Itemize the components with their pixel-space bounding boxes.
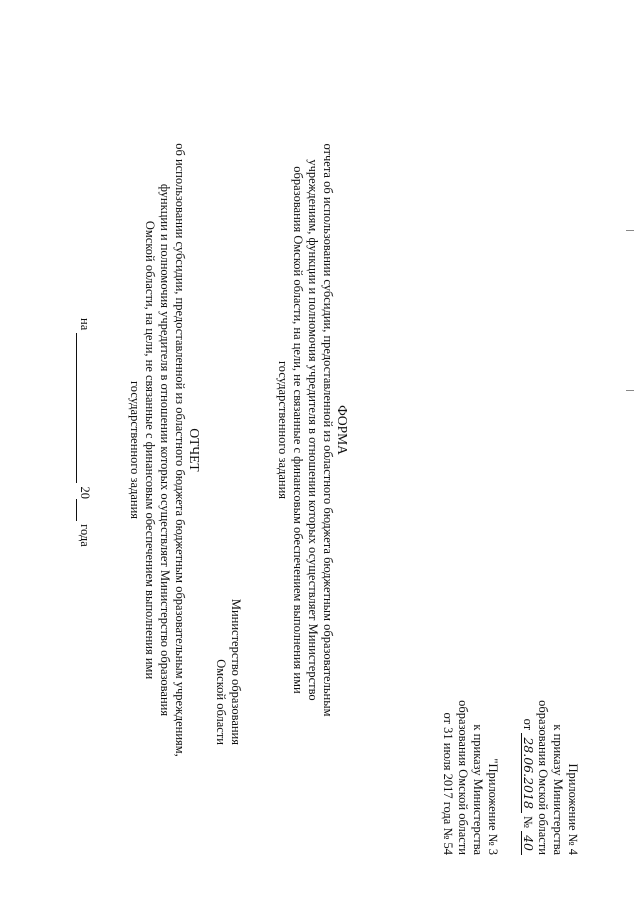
report-date-line (76, 318, 92, 547)
report-line-4: государственного задания (128, 380, 142, 520)
report-date-prefix: на (78, 318, 92, 331)
date-blank (76, 333, 92, 483)
form-header-line-3: образования Омской области, на цели, не связанные с финансовым обеспечением выполнения ими (291, 166, 305, 694)
appendix-3-line4: от 31 июля 2017 года № 54 (441, 712, 455, 855)
handwritten-number: 40 (521, 831, 535, 855)
appendix-3-title: "Приложение № 3 (486, 758, 500, 855)
appendix-3-block (440, 700, 500, 855)
report-header (127, 70, 202, 830)
date-prefix: от (521, 718, 535, 731)
number-label: № (521, 816, 535, 828)
ministry-line-1: Министерство образования (229, 598, 243, 745)
report-year-suffix: года (78, 524, 92, 547)
scan-mark (626, 230, 634, 231)
scan-mark (626, 390, 634, 391)
appendix-3-line2: к приказу Министерства (471, 724, 485, 855)
handwritten-date: 28.06.2018 (521, 733, 535, 813)
form-title: ФОРМА (335, 405, 350, 455)
appendix-4-block (520, 700, 580, 855)
report-title: ОТЧЕТ (187, 428, 202, 472)
form-header (275, 70, 350, 790)
report-line-2: функции и полномочия учредителя в отношении которых осуществляет Министерство образования (158, 183, 172, 717)
report-line-3: Омской области, на цели, не связанные с финансовым обеспечением выполнения ими (143, 220, 157, 680)
ministry-block (213, 599, 243, 745)
report-year-prefix: 20 (78, 486, 92, 499)
appendix-4-date-line (520, 700, 535, 855)
report-line-1: об использовании субсидии, предоставленной из областного бюджета бюджетным образовательным учреждениям, (173, 143, 187, 757)
appendix-4-line3: образования Омской области (536, 700, 550, 855)
ministry-line-2: Омской области (214, 659, 228, 745)
appendix-3-line3: образования Омской области (456, 700, 470, 855)
form-header-line-1: отчета об использовании субсидии, предоставленной из областного бюджета бюджетным образовательным (321, 143, 335, 717)
year-blank (76, 499, 92, 521)
appendix-4-line2: к приказу Министерства (551, 724, 565, 855)
form-header-line-2: учреждениям, функции и полномочия учредителя в отношении которых осуществляет Министерство (306, 159, 320, 701)
form-header-line-4: государственного задания (276, 360, 290, 500)
appendix-4-title: Приложение № 4 (566, 763, 580, 855)
